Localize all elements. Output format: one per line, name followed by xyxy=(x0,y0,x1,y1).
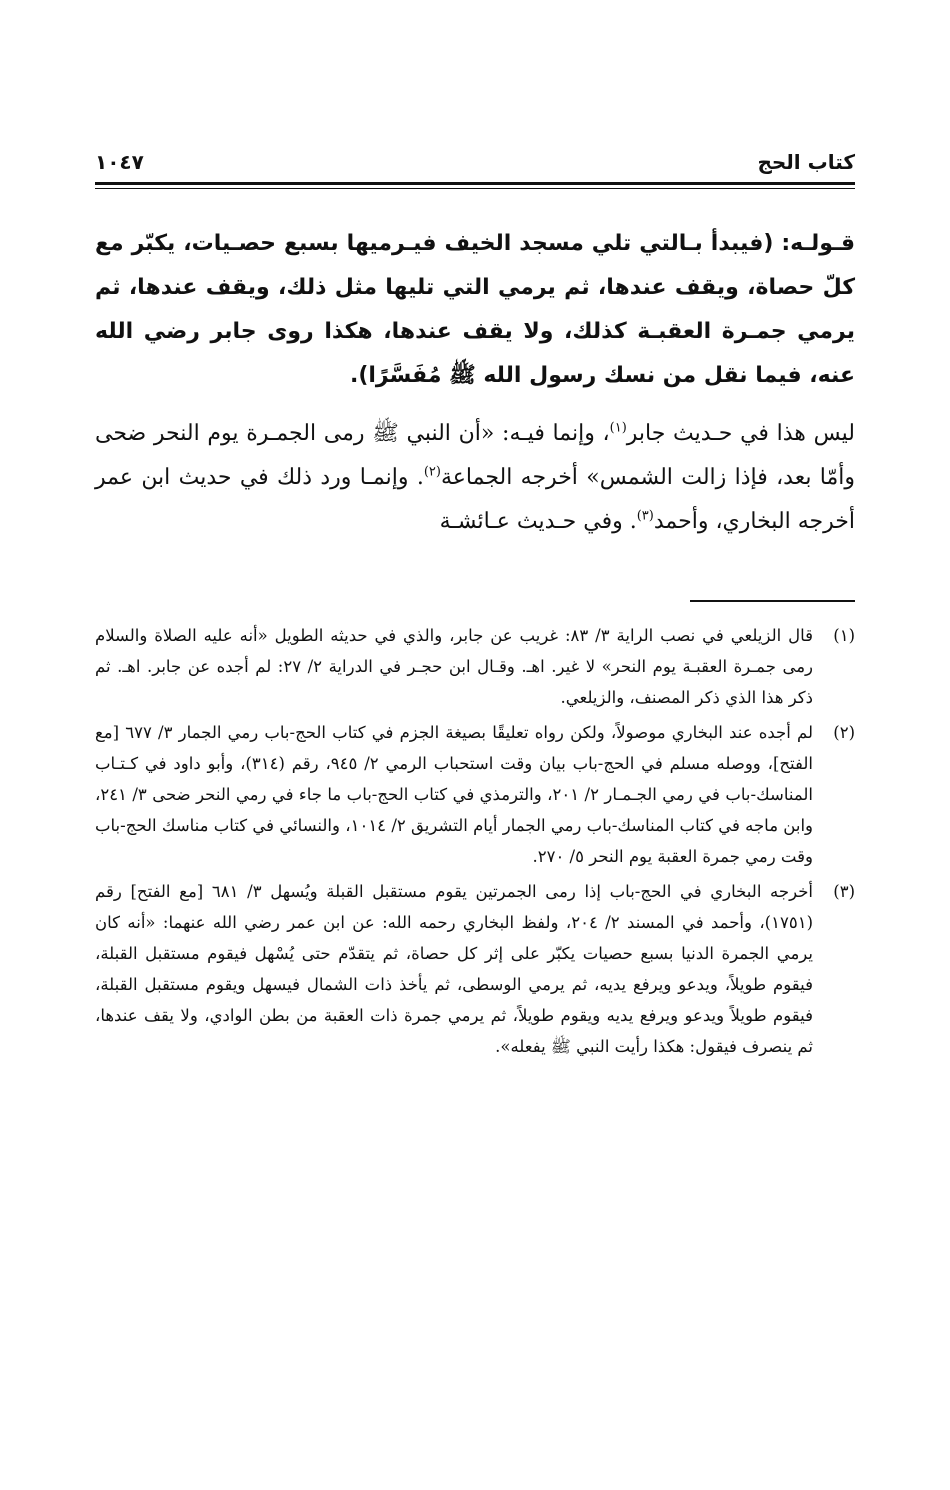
footnote-text: أخرجه البخاري في الحج-باب إذا رمى الجمرتين يقوم مستقبل القبلة ويُسهل ٣/ ٦٨١ [مع الفتح] رقم (١٧٥١)، وأحمد في المسند ٢/ ٢٠٤، ولفظ البخاري رحمه الله: عن ابن عمر رضي الله عنهما: «أنه كان يرمي الجمرة الدنيا بسبع حصيات يكبّر على إثر كل حصاة، ثم يتقدّم حتى يُسْهل فيقوم مستقبل القبلة، فيقوم طويلاً، ويدعو ويرفع يديه، ثم يرمي الوسطى، ثم يأخذ ذات الشمال فيسهل ويقوم مستقبل القبلة، فيقوم طويلاً ويدعو ويرفع يديه ويقوم طويلاً، ثم يرمي جمرة ذات العقبة من بطن الوادي، ولا يقف عندها، ثم ينصرف فيقول: هكذا رأيت النبي ﷺ يفعله». xyxy=(95,882,813,1056)
footnote-text: لم أجده عند البخاري موصولاً، ولكن رواه تعليقًا بصيغة الجزم في كتاب الحج-باب رمي الجمار ٣/ ٦٧٧ [مع الفتح]، ووصله مسلم في الحج-باب بيان وقت استحباب الرمي ٢/ ٩٤٥، رقم (٣١٤)، وأبو داود في كـتـاب المناسك-باب في رمي الجـمـار ٢/ ٢٠١، والترمذي في كتاب الحج-باب ما جاء في رمي النحر ضحى ٣/ ٢٤١، وابن ماجه في كتاب المناسك-باب رمي الجمار أيام التشريق ٢/ ١٠١٤، والنسائي في كتاب مناسك الحج-باب وقت رمي جمرة العقبة يوم النحر ٥/ ٢٧٠. xyxy=(95,723,814,866)
footnote-ref-1: (١) xyxy=(609,420,627,436)
running-title: كتاب الحج xyxy=(757,150,855,174)
footnote-ref-3: (٣) xyxy=(636,508,654,524)
footnote xyxy=(95,717,855,872)
footnote xyxy=(95,620,855,713)
header-rule-thin xyxy=(95,188,855,189)
commentary-part-2: ، وإنما فيـه: «أن النبي ﷺ رمى الجمـرة يوم النحر ضحى وأمّا بعد، فإذا زالت الشمس» أخرجه الجماعة xyxy=(95,421,856,490)
footnote xyxy=(95,876,855,1062)
page-number: ١٠٤٧ xyxy=(95,150,144,174)
book-page xyxy=(95,0,855,1490)
footnote-number: (١) xyxy=(833,626,855,645)
quoted-passage: قـولـه: (فيبدأ بـالتي تلي مسجد الخيف فيـرميها بسبع حصـيات، يكبّر مع كلّ حصاة، ويقف عندها، ثم يرمي التي تليها مثل ذلك، ويقف عندها، ثم يرمي جمـرة العقبـة كذلك، ولا يقف عندها، هكذا روى جابر رضي الله عنه، فيما نقل من نسك رسول الله ﷺ مُفَسَّرًا). xyxy=(95,231,855,388)
footnote-text: قال الزيلعي في نصب الراية ٣/ ٨٣: غريب عن جابر، والذي في حديثه الطويل «أنه عليه الصلاة والسلام رمى جمـرة العقبـة يوم النحر» لا غير. اهـ. وقـال ابن حجـر في الدراية ٢/ ٢٧: لم أجده عن جابر. اهـ. ثم ذكر هذا الذي ذكر المصنف، والزيلعي. xyxy=(95,626,814,707)
footnote-separator xyxy=(690,600,855,602)
footnote-ref-2: (٢) xyxy=(423,464,441,480)
commentary-part-3: . وإنمـا ورد ذلك في حديث ابن عمر أخرجه البخاري، وأحمد xyxy=(95,465,855,534)
main-text xyxy=(95,222,855,544)
footnote-number: (٢) xyxy=(833,723,855,742)
footnotes xyxy=(95,620,855,1066)
commentary-paragraph xyxy=(95,412,855,544)
footnote-number: (٣) xyxy=(833,882,855,901)
commentary-part-4: . وفي حـديث عـائشـة xyxy=(439,509,637,534)
commentary-part-1: ليس هذا في حـديث جابر xyxy=(626,421,855,446)
header-rule-thick xyxy=(95,182,855,185)
page-header xyxy=(95,150,855,186)
